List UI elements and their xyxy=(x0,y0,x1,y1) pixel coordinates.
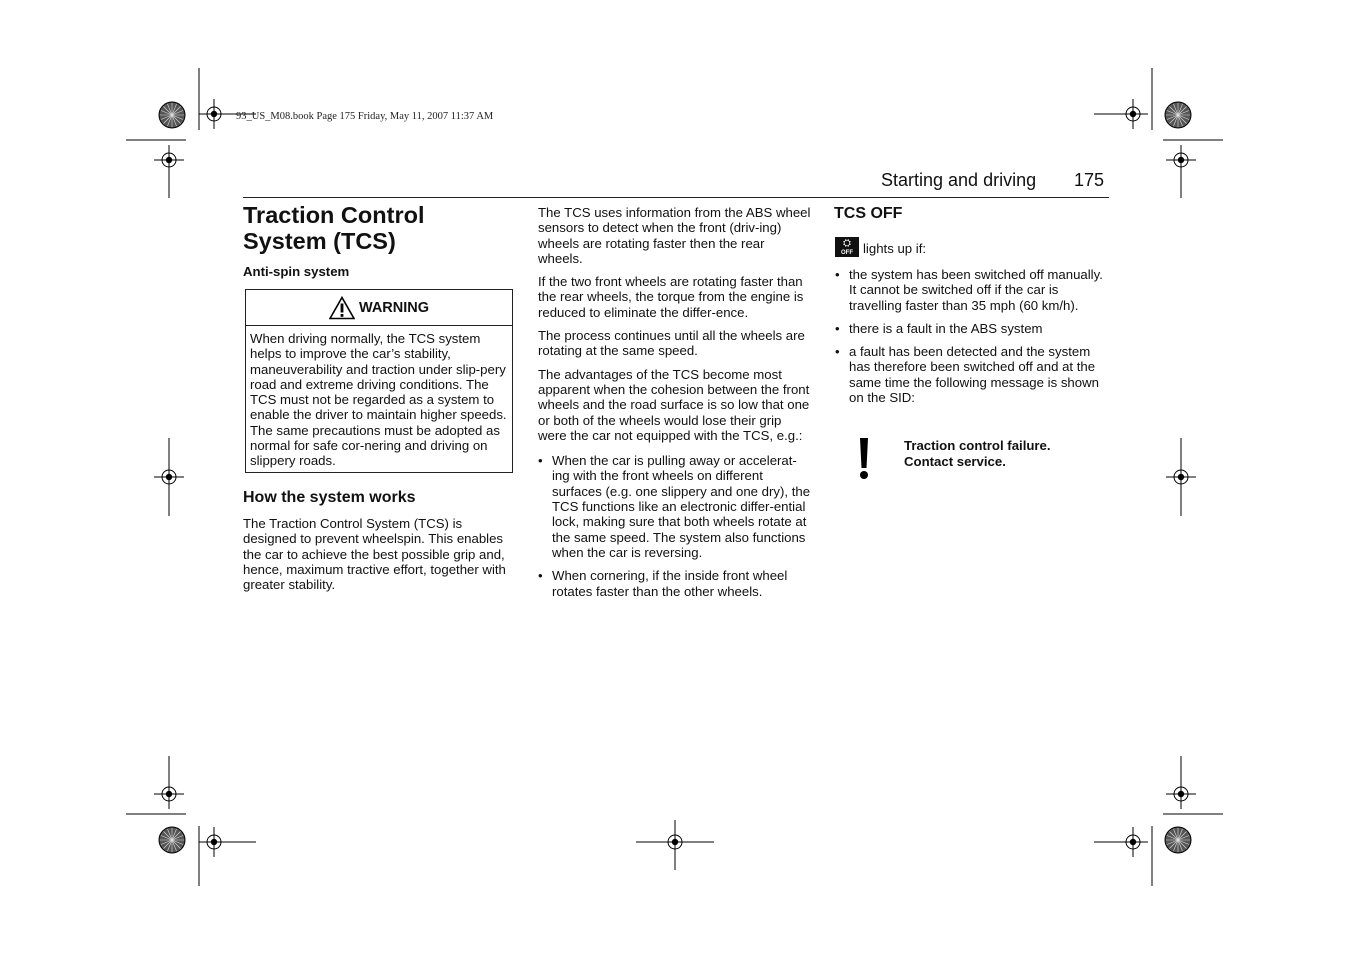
title-line-1: Traction Control xyxy=(243,202,425,228)
column-3 xyxy=(835,237,1109,413)
sid-message xyxy=(904,438,1051,470)
lights-text: lights up if: xyxy=(863,241,927,256)
subheading: Anti-spin system xyxy=(243,264,350,279)
warning-box xyxy=(245,289,513,473)
warning-triangle-icon xyxy=(329,296,355,320)
exclamation-icon xyxy=(858,438,870,480)
page-number: 175 xyxy=(1074,170,1105,190)
list-item: • a fault has been detected and the system has therefore been switched off and at the same time the following message is shown on the SID: xyxy=(835,344,1109,405)
warning-header xyxy=(246,290,512,326)
tcs-off-heading: TCS OFF xyxy=(834,205,903,222)
paragraph: If the two front wheels are rotating faster than the rear wheels, the torque from the engine is reduced to eliminate the differ-ence. xyxy=(538,274,804,320)
lights-line xyxy=(835,237,1109,257)
column-2 xyxy=(538,205,812,607)
bullet-list xyxy=(835,267,1109,405)
how-heading: How the system works xyxy=(243,489,416,506)
bullet-list xyxy=(538,453,812,599)
header-divider xyxy=(243,197,1109,198)
warning-label: WARNING xyxy=(358,299,430,316)
section-title: Starting and driving xyxy=(881,170,1037,190)
list-item: • When the car is pulling away or accelerat-ing with the front wheels on different surfaces (e.g. one slippery and one dry), the TCS functions like an electronic differ-ential lock, making sure that both wheels rotate at the same speed. The system also functions when the car is reversing. xyxy=(538,453,812,560)
list-item: • there is a fault in the ABS system xyxy=(835,321,1109,336)
title-line-2: System (TCS) xyxy=(243,228,396,254)
how-text: The Traction Control System (TCS) is designed to prevent wheelspin. This enables the car to achieve the best possible grip and, hence, maximum tractive effort, together with greater stability. xyxy=(243,516,506,593)
paragraph: The TCS uses information from the ABS wheel sensors to detect when the front (driv-ing) wheels are rotating faster then the rear wheels. xyxy=(538,205,811,266)
page-title xyxy=(243,202,424,254)
sid-message-line-1: Traction control failure. xyxy=(904,438,1051,453)
sid-message-line-2: Contact service. xyxy=(904,454,1006,469)
list-item: • When cornering, if the inside front wheel rotates faster than the other wheels. xyxy=(538,568,812,599)
tcs-off-warning-light-icon: ⛭ OFF xyxy=(835,237,859,257)
paragraph: The process continues until all the wheels are rotating at the same speed. xyxy=(538,328,805,359)
list-item: • the system has been switched off manually. It cannot be switched off if the car is travelling faster than 35 mph (60 km/h). xyxy=(835,267,1109,313)
print-info: 93_US_M08.book Page 175 Friday, May 11, 2007 11:37 AM xyxy=(236,111,494,122)
paragraph: The advantages of the TCS become most apparent when the cohesion between the front wheels and the road surface is so low that one or both of the wheels would lose their grip were the car not equipped with the TCS, e.g.: xyxy=(538,366,810,443)
warning-text: When driving normally, the TCS system helps to improve the car’s stability, maneuverability and traction under slip-pery road and extreme driving conditions. The TCS must not be regarded as a system to enable the driver to maintain higher speeds. The same precautions must be adopted as normal for safe cor-nering and driving on slippery roads. xyxy=(250,331,507,469)
